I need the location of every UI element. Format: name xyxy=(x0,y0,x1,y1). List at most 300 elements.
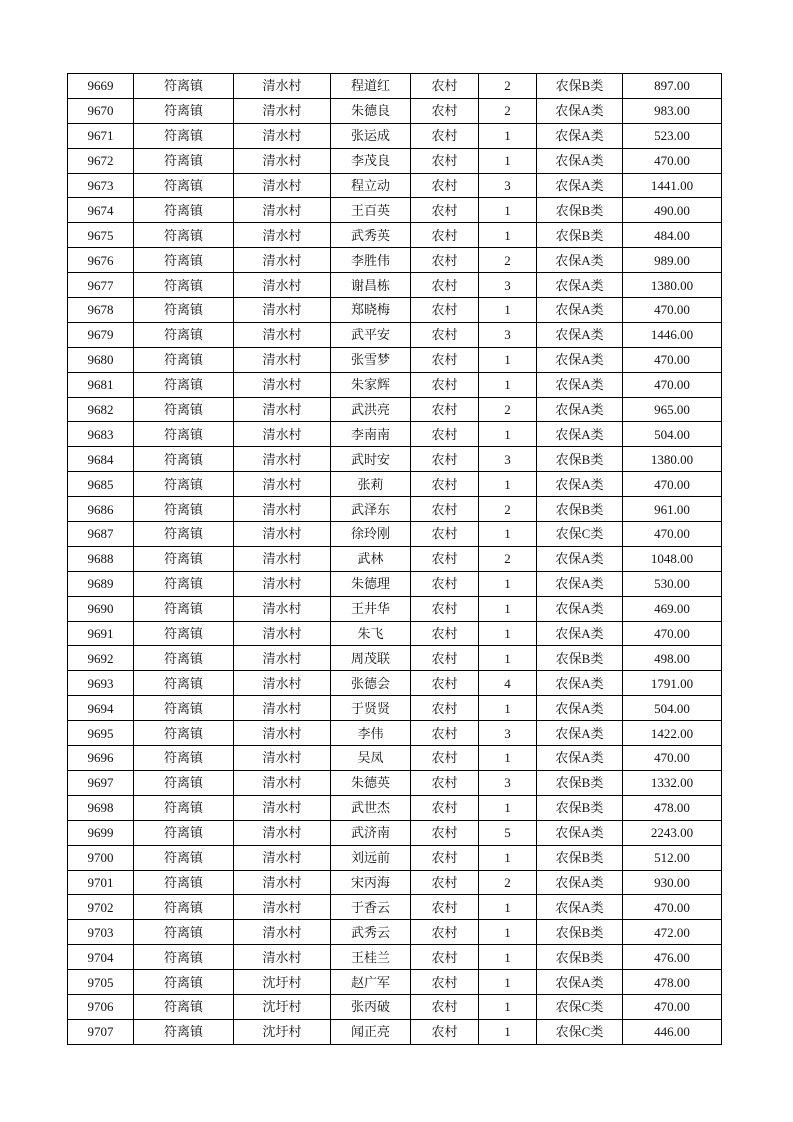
cell-name: 武时安 xyxy=(331,447,411,472)
cell-town: 符离镇 xyxy=(134,571,234,596)
cell-amount: 530.00 xyxy=(623,571,722,596)
cell-area-type: 农村 xyxy=(411,447,479,472)
cell-household-size: 2 xyxy=(479,497,537,522)
cell-town: 符离镇 xyxy=(134,646,234,671)
table-row xyxy=(68,596,722,621)
cell-household-size: 1 xyxy=(479,994,537,1019)
cell-village: 清水村 xyxy=(234,298,331,323)
cell-village: 清水村 xyxy=(234,646,331,671)
cell-town: 符离镇 xyxy=(134,422,234,447)
cell-town: 符离镇 xyxy=(134,994,234,1019)
cell-household-size: 5 xyxy=(479,820,537,845)
cell-area-type: 农村 xyxy=(411,422,479,447)
cell-area-type: 农村 xyxy=(411,123,479,148)
cell-village: 清水村 xyxy=(234,596,331,621)
cell-amount: 478.00 xyxy=(623,970,722,995)
cell-area-type: 农村 xyxy=(411,372,479,397)
table-row xyxy=(68,322,722,347)
cell-amount: 1380.00 xyxy=(623,447,722,472)
cell-id: 9677 xyxy=(68,273,134,298)
cell-amount: 484.00 xyxy=(623,223,722,248)
cell-category: 农保A类 xyxy=(537,970,623,995)
table-row xyxy=(68,994,722,1019)
cell-household-size: 2 xyxy=(479,248,537,273)
cell-town: 符离镇 xyxy=(134,447,234,472)
table-row xyxy=(68,746,722,771)
cell-area-type: 农村 xyxy=(411,148,479,173)
cell-category: 农保B类 xyxy=(537,845,623,870)
cell-id: 9669 xyxy=(68,74,134,99)
table-row xyxy=(68,74,722,99)
cell-area-type: 农村 xyxy=(411,746,479,771)
cell-town: 符离镇 xyxy=(134,895,234,920)
table-row xyxy=(68,920,722,945)
cell-id: 9700 xyxy=(68,845,134,870)
cell-area-type: 农村 xyxy=(411,522,479,547)
cell-amount: 470.00 xyxy=(623,372,722,397)
cell-name: 王桂兰 xyxy=(331,945,411,970)
cell-name: 宋丙海 xyxy=(331,870,411,895)
cell-village: 清水村 xyxy=(234,347,331,372)
cell-village: 清水村 xyxy=(234,671,331,696)
table-row xyxy=(68,148,722,173)
cell-village: 清水村 xyxy=(234,770,331,795)
cell-household-size: 1 xyxy=(479,621,537,646)
cell-name: 王百英 xyxy=(331,198,411,223)
cell-amount: 470.00 xyxy=(623,298,722,323)
cell-village: 清水村 xyxy=(234,248,331,273)
cell-name: 程道红 xyxy=(331,74,411,99)
table-row xyxy=(68,870,722,895)
cell-household-size: 1 xyxy=(479,895,537,920)
cell-household-size: 2 xyxy=(479,98,537,123)
cell-amount: 470.00 xyxy=(623,994,722,1019)
cell-village: 清水村 xyxy=(234,546,331,571)
cell-town: 符离镇 xyxy=(134,845,234,870)
table-row xyxy=(68,123,722,148)
cell-category: 农保B类 xyxy=(537,920,623,945)
cell-amount: 897.00 xyxy=(623,74,722,99)
cell-household-size: 2 xyxy=(479,870,537,895)
cell-area-type: 农村 xyxy=(411,173,479,198)
cell-id: 9688 xyxy=(68,546,134,571)
cell-town: 符离镇 xyxy=(134,795,234,820)
table-row xyxy=(68,546,722,571)
cell-amount: 523.00 xyxy=(623,123,722,148)
cell-village: 清水村 xyxy=(234,721,331,746)
cell-town: 符离镇 xyxy=(134,372,234,397)
cell-area-type: 农村 xyxy=(411,870,479,895)
cell-id: 9706 xyxy=(68,994,134,1019)
table-row xyxy=(68,472,722,497)
cell-category: 农保B类 xyxy=(537,198,623,223)
table-row xyxy=(68,198,722,223)
cell-village: 沈圩村 xyxy=(234,994,331,1019)
cell-id: 9695 xyxy=(68,721,134,746)
cell-id: 9692 xyxy=(68,646,134,671)
cell-id: 9704 xyxy=(68,945,134,970)
cell-name: 朱德英 xyxy=(331,770,411,795)
cell-category: 农保C类 xyxy=(537,522,623,547)
cell-area-type: 农村 xyxy=(411,98,479,123)
cell-name: 朱家辉 xyxy=(331,372,411,397)
cell-household-size: 4 xyxy=(479,671,537,696)
cell-household-size: 3 xyxy=(479,447,537,472)
table-row xyxy=(68,970,722,995)
cell-town: 符离镇 xyxy=(134,746,234,771)
cell-name: 程立动 xyxy=(331,173,411,198)
cell-village: 清水村 xyxy=(234,223,331,248)
cell-category: 农保A类 xyxy=(537,472,623,497)
cell-name: 刘远前 xyxy=(331,845,411,870)
cell-village: 清水村 xyxy=(234,422,331,447)
cell-category: 农保A类 xyxy=(537,895,623,920)
table-row xyxy=(68,422,722,447)
cell-amount: 446.00 xyxy=(623,1019,722,1044)
cell-name: 武洪亮 xyxy=(331,397,411,422)
cell-household-size: 1 xyxy=(479,571,537,596)
cell-area-type: 农村 xyxy=(411,248,479,273)
cell-amount: 470.00 xyxy=(623,347,722,372)
cell-household-size: 1 xyxy=(479,372,537,397)
cell-village: 清水村 xyxy=(234,497,331,522)
cell-village: 清水村 xyxy=(234,870,331,895)
cell-id: 9680 xyxy=(68,347,134,372)
cell-name: 周茂联 xyxy=(331,646,411,671)
cell-id: 9681 xyxy=(68,372,134,397)
table-row xyxy=(68,397,722,422)
cell-household-size: 1 xyxy=(479,223,537,248)
cell-name: 徐玲刚 xyxy=(331,522,411,547)
cell-id: 9693 xyxy=(68,671,134,696)
cell-household-size: 1 xyxy=(479,646,537,671)
cell-id: 9683 xyxy=(68,422,134,447)
cell-id: 9694 xyxy=(68,696,134,721)
cell-category: 农保A类 xyxy=(537,870,623,895)
cell-village: 清水村 xyxy=(234,472,331,497)
cell-id: 9675 xyxy=(68,223,134,248)
cell-category: 农保A类 xyxy=(537,571,623,596)
cell-town: 符离镇 xyxy=(134,497,234,522)
cell-village: 清水村 xyxy=(234,98,331,123)
cell-household-size: 1 xyxy=(479,347,537,372)
cell-name: 张运成 xyxy=(331,123,411,148)
cell-name: 李南南 xyxy=(331,422,411,447)
cell-area-type: 农村 xyxy=(411,397,479,422)
table-row xyxy=(68,248,722,273)
cell-village: 清水村 xyxy=(234,795,331,820)
cell-name: 李胜伟 xyxy=(331,248,411,273)
cell-village: 清水村 xyxy=(234,820,331,845)
cell-household-size: 1 xyxy=(479,970,537,995)
cell-town: 符离镇 xyxy=(134,173,234,198)
cell-household-size: 1 xyxy=(479,298,537,323)
table-row xyxy=(68,671,722,696)
cell-town: 符离镇 xyxy=(134,397,234,422)
cell-category: 农保B类 xyxy=(537,223,623,248)
cell-village: 清水村 xyxy=(234,845,331,870)
cell-name: 于香云 xyxy=(331,895,411,920)
table-row xyxy=(68,1019,722,1044)
cell-area-type: 农村 xyxy=(411,845,479,870)
cell-name: 李伟 xyxy=(331,721,411,746)
table-row xyxy=(68,447,722,472)
cell-name: 武林 xyxy=(331,546,411,571)
cell-amount: 470.00 xyxy=(623,148,722,173)
cell-amount: 472.00 xyxy=(623,920,722,945)
cell-amount: 490.00 xyxy=(623,198,722,223)
cell-village: 清水村 xyxy=(234,746,331,771)
cell-household-size: 1 xyxy=(479,148,537,173)
cell-household-size: 1 xyxy=(479,522,537,547)
cell-id: 9682 xyxy=(68,397,134,422)
cell-area-type: 农村 xyxy=(411,721,479,746)
cell-name: 武平安 xyxy=(331,322,411,347)
cell-area-type: 农村 xyxy=(411,970,479,995)
cell-village: 沈圩村 xyxy=(234,1019,331,1044)
table-row xyxy=(68,98,722,123)
cell-town: 符离镇 xyxy=(134,198,234,223)
cell-id: 9703 xyxy=(68,920,134,945)
cell-category: 农保B类 xyxy=(537,646,623,671)
cell-area-type: 农村 xyxy=(411,74,479,99)
cell-area-type: 农村 xyxy=(411,298,479,323)
cell-town: 符离镇 xyxy=(134,322,234,347)
cell-name: 王井华 xyxy=(331,596,411,621)
cell-town: 符离镇 xyxy=(134,945,234,970)
cell-area-type: 农村 xyxy=(411,347,479,372)
cell-amount: 470.00 xyxy=(623,621,722,646)
cell-id: 9673 xyxy=(68,173,134,198)
cell-area-type: 农村 xyxy=(411,621,479,646)
records-table-body xyxy=(68,74,722,1045)
cell-area-type: 农村 xyxy=(411,770,479,795)
cell-id: 9691 xyxy=(68,621,134,646)
cell-village: 清水村 xyxy=(234,123,331,148)
cell-category: 农保B类 xyxy=(537,770,623,795)
table-row xyxy=(68,273,722,298)
cell-amount: 478.00 xyxy=(623,795,722,820)
cell-town: 符离镇 xyxy=(134,522,234,547)
records-table xyxy=(67,73,722,1045)
cell-amount: 470.00 xyxy=(623,522,722,547)
cell-category: 农保B类 xyxy=(537,74,623,99)
cell-id: 9702 xyxy=(68,895,134,920)
cell-household-size: 1 xyxy=(479,795,537,820)
cell-name: 李茂良 xyxy=(331,148,411,173)
cell-name: 武济南 xyxy=(331,820,411,845)
cell-town: 符离镇 xyxy=(134,671,234,696)
table-row xyxy=(68,571,722,596)
table-row xyxy=(68,522,722,547)
cell-town: 符离镇 xyxy=(134,298,234,323)
cell-name: 武世杰 xyxy=(331,795,411,820)
cell-area-type: 农村 xyxy=(411,322,479,347)
cell-category: 农保A类 xyxy=(537,696,623,721)
cell-village: 清水村 xyxy=(234,522,331,547)
cell-household-size: 1 xyxy=(479,945,537,970)
cell-name: 朱飞 xyxy=(331,621,411,646)
cell-household-size: 1 xyxy=(479,696,537,721)
cell-amount: 476.00 xyxy=(623,945,722,970)
cell-household-size: 1 xyxy=(479,422,537,447)
cell-amount: 989.00 xyxy=(623,248,722,273)
cell-household-size: 1 xyxy=(479,472,537,497)
cell-household-size: 1 xyxy=(479,198,537,223)
cell-id: 9676 xyxy=(68,248,134,273)
cell-amount: 1441.00 xyxy=(623,173,722,198)
cell-household-size: 1 xyxy=(479,746,537,771)
cell-town: 符离镇 xyxy=(134,621,234,646)
cell-town: 符离镇 xyxy=(134,546,234,571)
cell-id: 9686 xyxy=(68,497,134,522)
cell-category: 农保A类 xyxy=(537,746,623,771)
cell-area-type: 农村 xyxy=(411,571,479,596)
cell-village: 清水村 xyxy=(234,148,331,173)
cell-town: 符离镇 xyxy=(134,696,234,721)
cell-category: 农保B类 xyxy=(537,795,623,820)
cell-category: 农保A类 xyxy=(537,298,623,323)
cell-village: 清水村 xyxy=(234,74,331,99)
table-row xyxy=(68,696,722,721)
cell-amount: 1380.00 xyxy=(623,273,722,298)
cell-id: 9689 xyxy=(68,571,134,596)
cell-id: 9699 xyxy=(68,820,134,845)
table-row xyxy=(68,497,722,522)
cell-village: 清水村 xyxy=(234,273,331,298)
cell-village: 沈圩村 xyxy=(234,970,331,995)
cell-id: 9685 xyxy=(68,472,134,497)
cell-category: 农保A类 xyxy=(537,721,623,746)
cell-area-type: 农村 xyxy=(411,1019,479,1044)
cell-village: 清水村 xyxy=(234,571,331,596)
cell-name: 张雪梦 xyxy=(331,347,411,372)
cell-area-type: 农村 xyxy=(411,945,479,970)
cell-area-type: 农村 xyxy=(411,223,479,248)
cell-town: 符离镇 xyxy=(134,123,234,148)
cell-category: 农保A类 xyxy=(537,546,623,571)
cell-household-size: 1 xyxy=(479,1019,537,1044)
cell-id: 9701 xyxy=(68,870,134,895)
cell-category: 农保B类 xyxy=(537,447,623,472)
table-row xyxy=(68,945,722,970)
cell-area-type: 农村 xyxy=(411,646,479,671)
cell-household-size: 1 xyxy=(479,845,537,870)
cell-name: 朱德良 xyxy=(331,98,411,123)
cell-amount: 983.00 xyxy=(623,98,722,123)
cell-amount: 930.00 xyxy=(623,870,722,895)
cell-category: 农保A类 xyxy=(537,273,623,298)
table-row xyxy=(68,173,722,198)
cell-amount: 469.00 xyxy=(623,596,722,621)
cell-village: 清水村 xyxy=(234,621,331,646)
cell-village: 清水村 xyxy=(234,447,331,472)
cell-area-type: 农村 xyxy=(411,596,479,621)
table-row xyxy=(68,770,722,795)
cell-id: 9690 xyxy=(68,596,134,621)
cell-id: 9684 xyxy=(68,447,134,472)
cell-area-type: 农村 xyxy=(411,546,479,571)
cell-amount: 504.00 xyxy=(623,696,722,721)
cell-village: 清水村 xyxy=(234,198,331,223)
cell-town: 符离镇 xyxy=(134,98,234,123)
cell-category: 农保A类 xyxy=(537,422,623,447)
cell-category: 农保A类 xyxy=(537,123,623,148)
cell-name: 吴凤 xyxy=(331,746,411,771)
cell-household-size: 3 xyxy=(479,173,537,198)
cell-household-size: 2 xyxy=(479,546,537,571)
table-row xyxy=(68,223,722,248)
cell-area-type: 农村 xyxy=(411,696,479,721)
cell-name: 于贤贤 xyxy=(331,696,411,721)
cell-amount: 1048.00 xyxy=(623,546,722,571)
cell-id: 9670 xyxy=(68,98,134,123)
cell-amount: 1422.00 xyxy=(623,721,722,746)
cell-village: 清水村 xyxy=(234,920,331,945)
cell-town: 符离镇 xyxy=(134,74,234,99)
cell-village: 清水村 xyxy=(234,397,331,422)
cell-amount: 470.00 xyxy=(623,472,722,497)
table-row xyxy=(68,721,722,746)
table-row xyxy=(68,795,722,820)
cell-amount: 1791.00 xyxy=(623,671,722,696)
cell-category: 农保B类 xyxy=(537,497,623,522)
cell-area-type: 农村 xyxy=(411,895,479,920)
cell-area-type: 农村 xyxy=(411,497,479,522)
cell-household-size: 3 xyxy=(479,770,537,795)
cell-name: 武秀云 xyxy=(331,920,411,945)
cell-amount: 1332.00 xyxy=(623,770,722,795)
cell-name: 张丙破 xyxy=(331,994,411,1019)
cell-id: 9671 xyxy=(68,123,134,148)
cell-id: 9697 xyxy=(68,770,134,795)
cell-village: 清水村 xyxy=(234,945,331,970)
cell-town: 符离镇 xyxy=(134,970,234,995)
cell-name: 郑晓梅 xyxy=(331,298,411,323)
cell-name: 朱德理 xyxy=(331,571,411,596)
cell-id: 9679 xyxy=(68,322,134,347)
cell-amount: 504.00 xyxy=(623,422,722,447)
cell-household-size: 3 xyxy=(479,721,537,746)
cell-category: 农保B类 xyxy=(537,945,623,970)
cell-household-size: 1 xyxy=(479,920,537,945)
cell-name: 闻正亮 xyxy=(331,1019,411,1044)
cell-name: 武泽东 xyxy=(331,497,411,522)
cell-village: 清水村 xyxy=(234,372,331,397)
cell-household-size: 1 xyxy=(479,123,537,148)
cell-name: 谢昌栋 xyxy=(331,273,411,298)
table-row xyxy=(68,347,722,372)
cell-category: 农保A类 xyxy=(537,397,623,422)
cell-village: 清水村 xyxy=(234,895,331,920)
cell-town: 符离镇 xyxy=(134,273,234,298)
cell-area-type: 农村 xyxy=(411,273,479,298)
cell-town: 符离镇 xyxy=(134,223,234,248)
cell-village: 清水村 xyxy=(234,322,331,347)
cell-amount: 1446.00 xyxy=(623,322,722,347)
cell-town: 符离镇 xyxy=(134,721,234,746)
cell-area-type: 农村 xyxy=(411,198,479,223)
cell-category: 农保C类 xyxy=(537,1019,623,1044)
cell-id: 9687 xyxy=(68,522,134,547)
cell-village: 清水村 xyxy=(234,696,331,721)
cell-category: 农保A类 xyxy=(537,248,623,273)
cell-name: 赵广军 xyxy=(331,970,411,995)
cell-id: 9698 xyxy=(68,795,134,820)
cell-village: 清水村 xyxy=(234,173,331,198)
cell-town: 符离镇 xyxy=(134,1019,234,1044)
table-row xyxy=(68,621,722,646)
